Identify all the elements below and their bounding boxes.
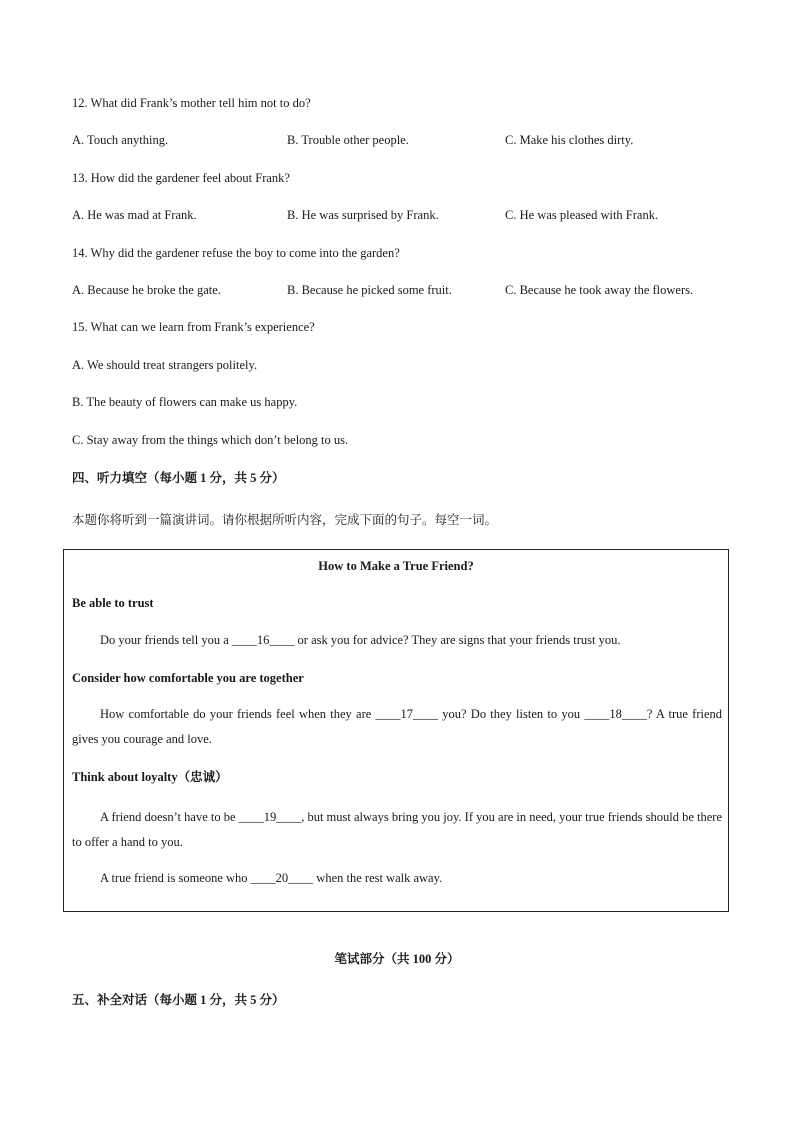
question-14-option-b: B. Because he picked some fruit. xyxy=(287,283,452,297)
section-5-heading: 五、补全对话（每小题 1 分，共 5 分） xyxy=(72,993,285,1007)
question-15-option-a: A. We should treat strangers politely. xyxy=(72,358,258,372)
section-4-instruction: 本题你将听到一篇演讲词。请你根据所听内容，完成下面的句子。每空一词。 xyxy=(72,513,498,527)
question-14-option-c: C. Because he took away the flowers. xyxy=(505,283,694,297)
question-12-stem: 12. What did Frank’s mother tell him not to do? xyxy=(72,96,311,110)
passage-heading-comfortable: Consider how comfortable you are together xyxy=(72,671,304,685)
question-14-option-a: A. Because he broke the gate. xyxy=(72,283,221,297)
question-13-option-c: C. He was pleased with Frank. xyxy=(505,208,659,222)
question-14-stem: 14. Why did the gardener refuse the boy to come into the garden? xyxy=(72,246,400,260)
passage-heading-trust: Be able to trust xyxy=(72,596,154,610)
question-12-option-c: C. Make his clothes dirty. xyxy=(505,133,634,147)
question-15-option-c: C. Stay away from the things which don’t belong to us. xyxy=(72,433,349,447)
passage-box xyxy=(63,549,729,912)
written-part-title: 笔试部分（共 100 分） xyxy=(334,952,460,966)
passage-paragraph-2: How comfortable do your friends feel when they are ____17____ you? Do they listen to you ____18____? A true friend gives you courage and love. xyxy=(72,707,722,746)
question-12-option-b: B. Trouble other people. xyxy=(287,133,409,147)
question-15-option-b: B. The beauty of flowers can make us happy. xyxy=(72,395,298,409)
passage-paragraph-1: Do your friends tell you a ____16____ or ask you for advice? They are signs that your friends trust you. xyxy=(100,633,621,647)
section-4-heading: 四、听力填空（每小题 1 分，共 5 分） xyxy=(72,471,285,485)
question-13-option-b: B. He was surprised by Frank. xyxy=(287,208,439,222)
passage-paragraph-3: A friend doesn’t have to be ____19____, but must always bring you joy. If you are in need, your true friends should be there to offer a hand to you. xyxy=(72,810,722,849)
question-15-stem: 15. What can we learn from Frank’s experience? xyxy=(72,320,315,334)
question-13-stem: 13. How did the gardener feel about Frank? xyxy=(72,171,290,185)
question-12-option-a: A. Touch anything. xyxy=(72,133,169,147)
passage-heading-loyalty: Think about loyalty（忠诚） xyxy=(72,770,228,784)
question-13-option-a: A. He was mad at Frank. xyxy=(72,208,197,222)
passage-title: How to Make a True Friend? xyxy=(318,559,474,573)
passage-paragraph-4: A true friend is someone who ____20____ when the rest walk away. xyxy=(100,871,443,885)
